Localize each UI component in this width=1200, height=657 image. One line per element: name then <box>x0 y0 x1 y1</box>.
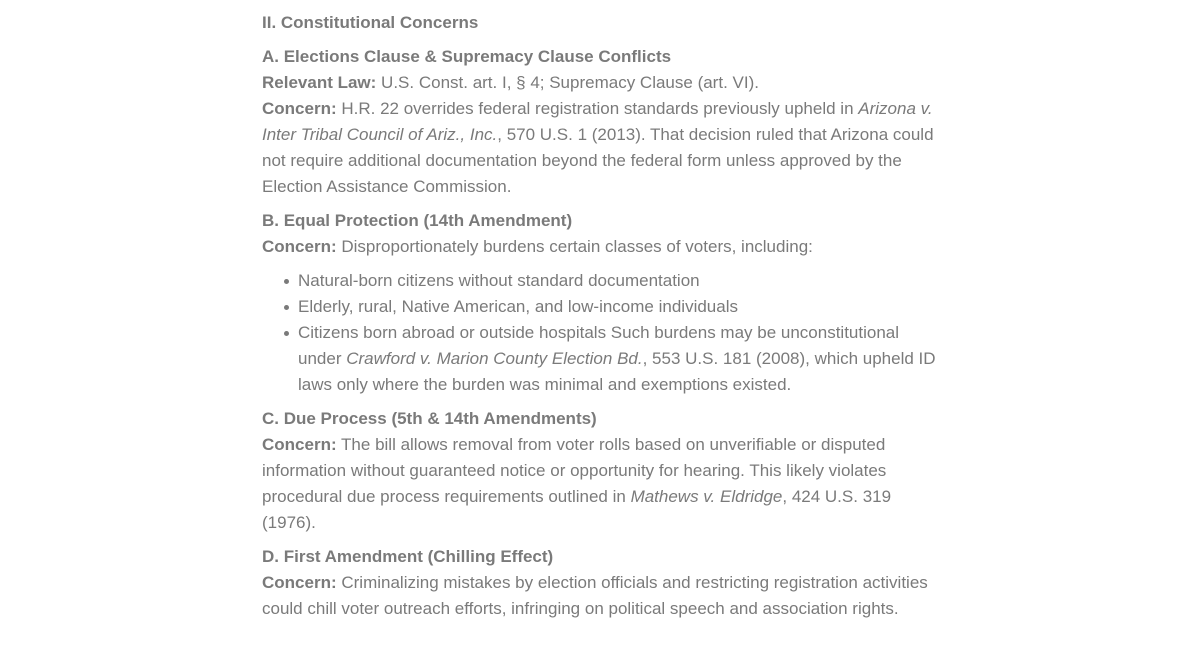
concern-text: Disproportionately burdens certain classes of voters, including: <box>341 237 813 256</box>
subsection-c-concern <box>262 432 942 536</box>
bullet-list <box>262 268 942 398</box>
subsection-a <box>262 44 942 200</box>
section-title: II. Constitutional Concerns <box>262 13 479 32</box>
list-item: Natural-born citizens without standard documentation <box>298 268 942 294</box>
concern-label: Concern: <box>262 573 337 592</box>
subsection-d <box>262 544 942 622</box>
concern-text-pre: The bill allows removal from voter rolls based on unverifiable or disputed information without guaranteed notice or opportunity for hearing. This likely violates procedural due process requirements outlined in <box>262 435 887 506</box>
subsection-d-concern <box>262 570 942 622</box>
subsection-a-concern <box>262 96 942 200</box>
subsection-b-title: B. Equal Protection (14th Amendment) <box>262 211 573 230</box>
bullet-icon <box>284 305 289 310</box>
document-content <box>262 10 942 630</box>
bullet-icon <box>284 331 289 336</box>
subsection-d-title: D. First Amendment (Chilling Effect) <box>262 547 554 566</box>
subsection-b-concern <box>262 234 942 260</box>
relevant-law-label: Relevant Law: <box>262 73 377 92</box>
case-citation: Arizona v. Inter Tribal Council of Ariz., Inc. <box>262 99 933 144</box>
bullet-icon <box>284 279 289 284</box>
subsection-a-relevant-law <box>262 70 942 96</box>
subsection-b <box>262 208 942 398</box>
relevant-law-text: U.S. Const. art. I, § 4; Supremacy Clause (art. VI). <box>381 73 759 92</box>
list-item: Citizens born abroad or outside hospitals Such burdens may be unconstitutional under Crawford v. Marion County Election Bd., 553 U.S. 181 (2008), which upheld ID laws only where the burden was minimal and exemptions existed. <box>298 320 942 398</box>
concern-text-pre: H.R. 22 overrides federal registration standards previously upheld in <box>341 99 854 118</box>
subsection-c-title: C. Due Process (5th & 14th Amendments) <box>262 409 597 428</box>
concern-label: Concern: <box>262 435 337 454</box>
concern-label: Concern: <box>262 237 337 256</box>
subsection-c <box>262 406 942 536</box>
subsection-a-title: A. Elections Clause & Supremacy Clause Conflicts <box>262 47 672 66</box>
case-citation: Crawford v. Marion County Election Bd. <box>346 349 643 368</box>
concern-text-post: , 424 U.S. 319 (1976). <box>262 487 892 532</box>
case-citation: Mathews v. Eldridge <box>630 487 783 506</box>
concern-text-post: , 570 U.S. 1 (2013). That decision ruled that Arizona could not require additional documentation beyond the federal form unless approved by the Election Assistance Commission. <box>262 125 934 196</box>
concern-label: Concern: <box>262 99 337 118</box>
concern-text: Criminalizing mistakes by election officials and restricting registration activities could chill voter outreach efforts, infringing on political speech and association rights. <box>262 573 928 618</box>
list-item: Elderly, rural, Native American, and low-income individuals <box>298 294 942 320</box>
